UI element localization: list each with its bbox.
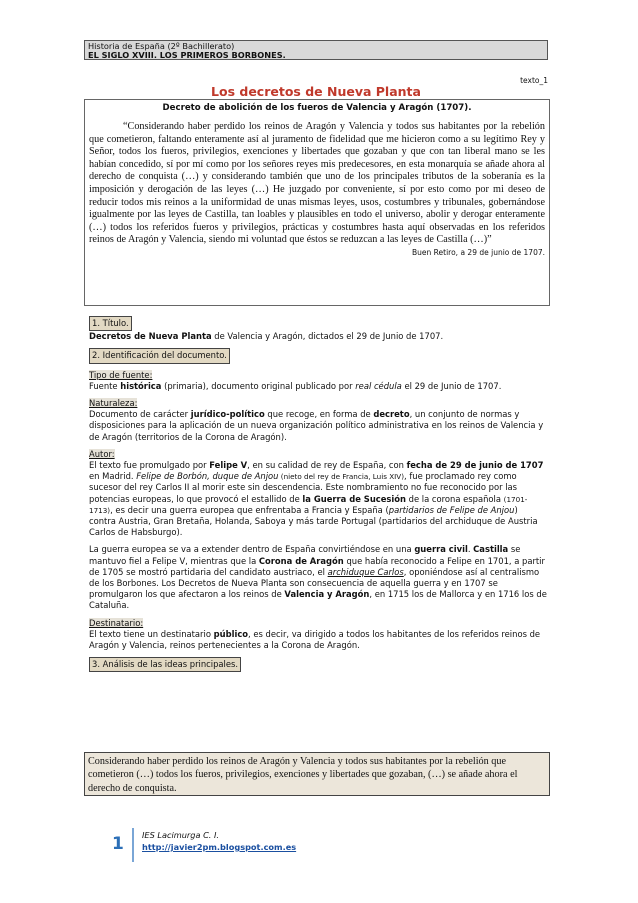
title-paragraph [89, 331, 547, 342]
a-14: ) contra Austria, Gran Bretaña, Holanda, Saboya y más tarde Portugal (partidarios del archiduque de Austria Carlos de Habsburgo). [89, 504, 538, 538]
d-b: público [213, 628, 249, 639]
a-1: El texto fue promulgado por [89, 460, 210, 471]
a-13: partidarios de Felipe de Anjou [388, 504, 515, 515]
a-10: de la corona española [406, 493, 504, 504]
header-unit: EL SIGLO XVIII. LOS PRIMEROS BORBONES. [88, 50, 286, 60]
t-e: el 29 de Junio de 1707. [401, 380, 502, 391]
g-6: Corona de Aragón [258, 555, 344, 566]
footer-divider [132, 828, 134, 862]
footer-school: IES Lacimurga C. I. [142, 830, 220, 840]
commentary [89, 316, 547, 672]
section-heading-analysis: 3. Análisis de las ideas principales. [89, 657, 241, 672]
a-2: Felipe V [209, 460, 248, 471]
g-7: que había reconocido a Felipe en 1701, a partir de 1705 se mostró partidaria del candidato austriaco, el [89, 555, 545, 577]
war-paragraph [89, 544, 547, 611]
decree-subtitle: Decreto de abolición de los fueros de Valencia y Aragón (1707). [162, 103, 472, 113]
label-nature: Naturaleza: [89, 398, 138, 409]
a-4: fecha de 29 de junio de 1707 [406, 460, 544, 471]
g-2: guerra civil [414, 544, 468, 555]
t-d: real cédula [355, 380, 402, 391]
text-number-label: texto_1 [520, 76, 548, 85]
d-a: El texto tiene un destinatario [89, 628, 214, 639]
footer-link[interactable]: http://javier2pm.blogspot.com.es [142, 842, 297, 852]
g-3: . [467, 544, 474, 555]
t-c: (primaria), documento original publicado por [161, 380, 356, 391]
section-heading-title: 1. Título. [89, 316, 132, 331]
g-8: archiduque Carlos [327, 566, 404, 577]
n-e: , un conjunto de normas y disposiciones para la aplicación de un nueva organización político administrativa en los reinos de Valencia y de Aragón (territorios de la Corona de Aragón). [89, 409, 544, 442]
a-7: (nieto del rey de Francia, Luis XIV) [278, 472, 405, 482]
recipient-paragraph [89, 629, 547, 651]
section-heading-identification: 2. Identificación del documento. [89, 348, 230, 363]
title-bold: Decretos de Nueva Planta [89, 331, 212, 342]
d-c: , es decir, va dirigido a todos los habitantes de los referidos reinos de Aragón y Valencia, reinos pertenecientes a la Corona de Aragón. [89, 628, 541, 651]
g-5: se mantuvo fiel a Felipe V, mientras que la [89, 544, 521, 566]
main-ideas-box: Considerando haber perdido los reinos de Aragón y Valencia y todos sus habitantes por la rebelión que cometieron (…) todos los fueros, privilegios, exenciones y libertades que gozaban, (…) se añade ahora el derecho de conquista. [84, 752, 550, 796]
a-3: , en su calidad de rey de España, con [247, 460, 407, 471]
a-6: Felipe de Borbón, duque de Anjou [136, 471, 279, 482]
n-b: jurídico-político [190, 409, 265, 420]
n-c: que recoge, en forma de [264, 409, 374, 420]
nature-paragraph [89, 409, 547, 443]
header-course: Historia de España (2º Bachillerato) [88, 41, 235, 51]
t-b: histórica [120, 380, 162, 391]
a-9: la Guerra de Sucesión [302, 493, 407, 504]
decree-quote: “Considerando haber perdido los reinos de Aragón y Valencia y todos sus habitantes por la rebelión que cometieron, faltando enteramente así al juramento de fidelidad que me hicieron como a su legítimo Rey y Señor, todos los fueros, privilegios, exenciones y libertades que gozaban y que con tan liberal mano se les habían concedido, sí por mí como por los señores reyes mis predecesores, en esta monarquía se añade ahora al derecho de conquista (…) y considerando también que uno de los principales tributos de la soberanía es la imposición y derogación de las leyes (…) He juzgado por conveniente, sí por esto como por mi deseo de reducir todos mis reinos a la uniformidad de unas mismas leyes, usos, costumbres y tribunales, gobernándose igualmente por las leyes de Castilla, tan loables y plausibles en todo el universo, abolir y derogar enteramente (…) todos los referidos fueros y privilegios, prácticas y costumbres hasta aquí observadas en los referidos reinos de Aragón y Valencia, siendo mi voluntad que éstos se reduzcan a las leyes de Castilla (…)” [89, 121, 545, 246]
n-a: Documento de carácter [89, 409, 191, 420]
g-11: , en 1715 los de Mallorca y en 1716 los de Cataluña. [89, 589, 547, 611]
document-header [84, 40, 548, 60]
title-rest: de Valencia y Aragón, dictados el 29 de Junio de 1707. [211, 331, 444, 342]
page-number: 1 [112, 834, 124, 854]
label-source-type: Tipo de fuente: [89, 369, 153, 380]
a-5: en Madrid. [89, 471, 137, 482]
g-10: Valencia y Aragón [284, 589, 370, 600]
label-recipient: Destinatario: [89, 617, 144, 628]
n-d: decreto [373, 409, 410, 420]
g-1: La guerra europea se va a extender dentro de España convirtiéndose en una [89, 544, 415, 555]
g-9: , oponiéndose así al centralismo de los Borbones. Los Decretos de Nueva Planta son consecuencia de aquella guerra y en 1707 se promulgaron los que afectaron a los reinos de [89, 566, 540, 600]
t-a: Fuente [89, 380, 121, 391]
page-title: Los decretos de Nueva Planta [211, 84, 421, 99]
decree-signature: Buen Retiro, a 29 de junio de 1707. [412, 247, 545, 257]
g-4: Castilla [473, 544, 509, 555]
author-paragraph [89, 460, 547, 538]
source-type-paragraph [89, 381, 547, 392]
decree-box [84, 99, 550, 306]
a-12: , es decir una guerra europea que enfrentaba a Francia y España ( [110, 504, 389, 515]
label-author: Autor: [89, 448, 115, 459]
a-8: , fue proclamado rey como sucesor del rey Carlos II al morir este sin descendencia. Este nombramiento no fue reconocido por las potencias europeas, lo que provocó el estallido de [89, 471, 518, 504]
a-11: (1701-1713) [89, 494, 528, 515]
